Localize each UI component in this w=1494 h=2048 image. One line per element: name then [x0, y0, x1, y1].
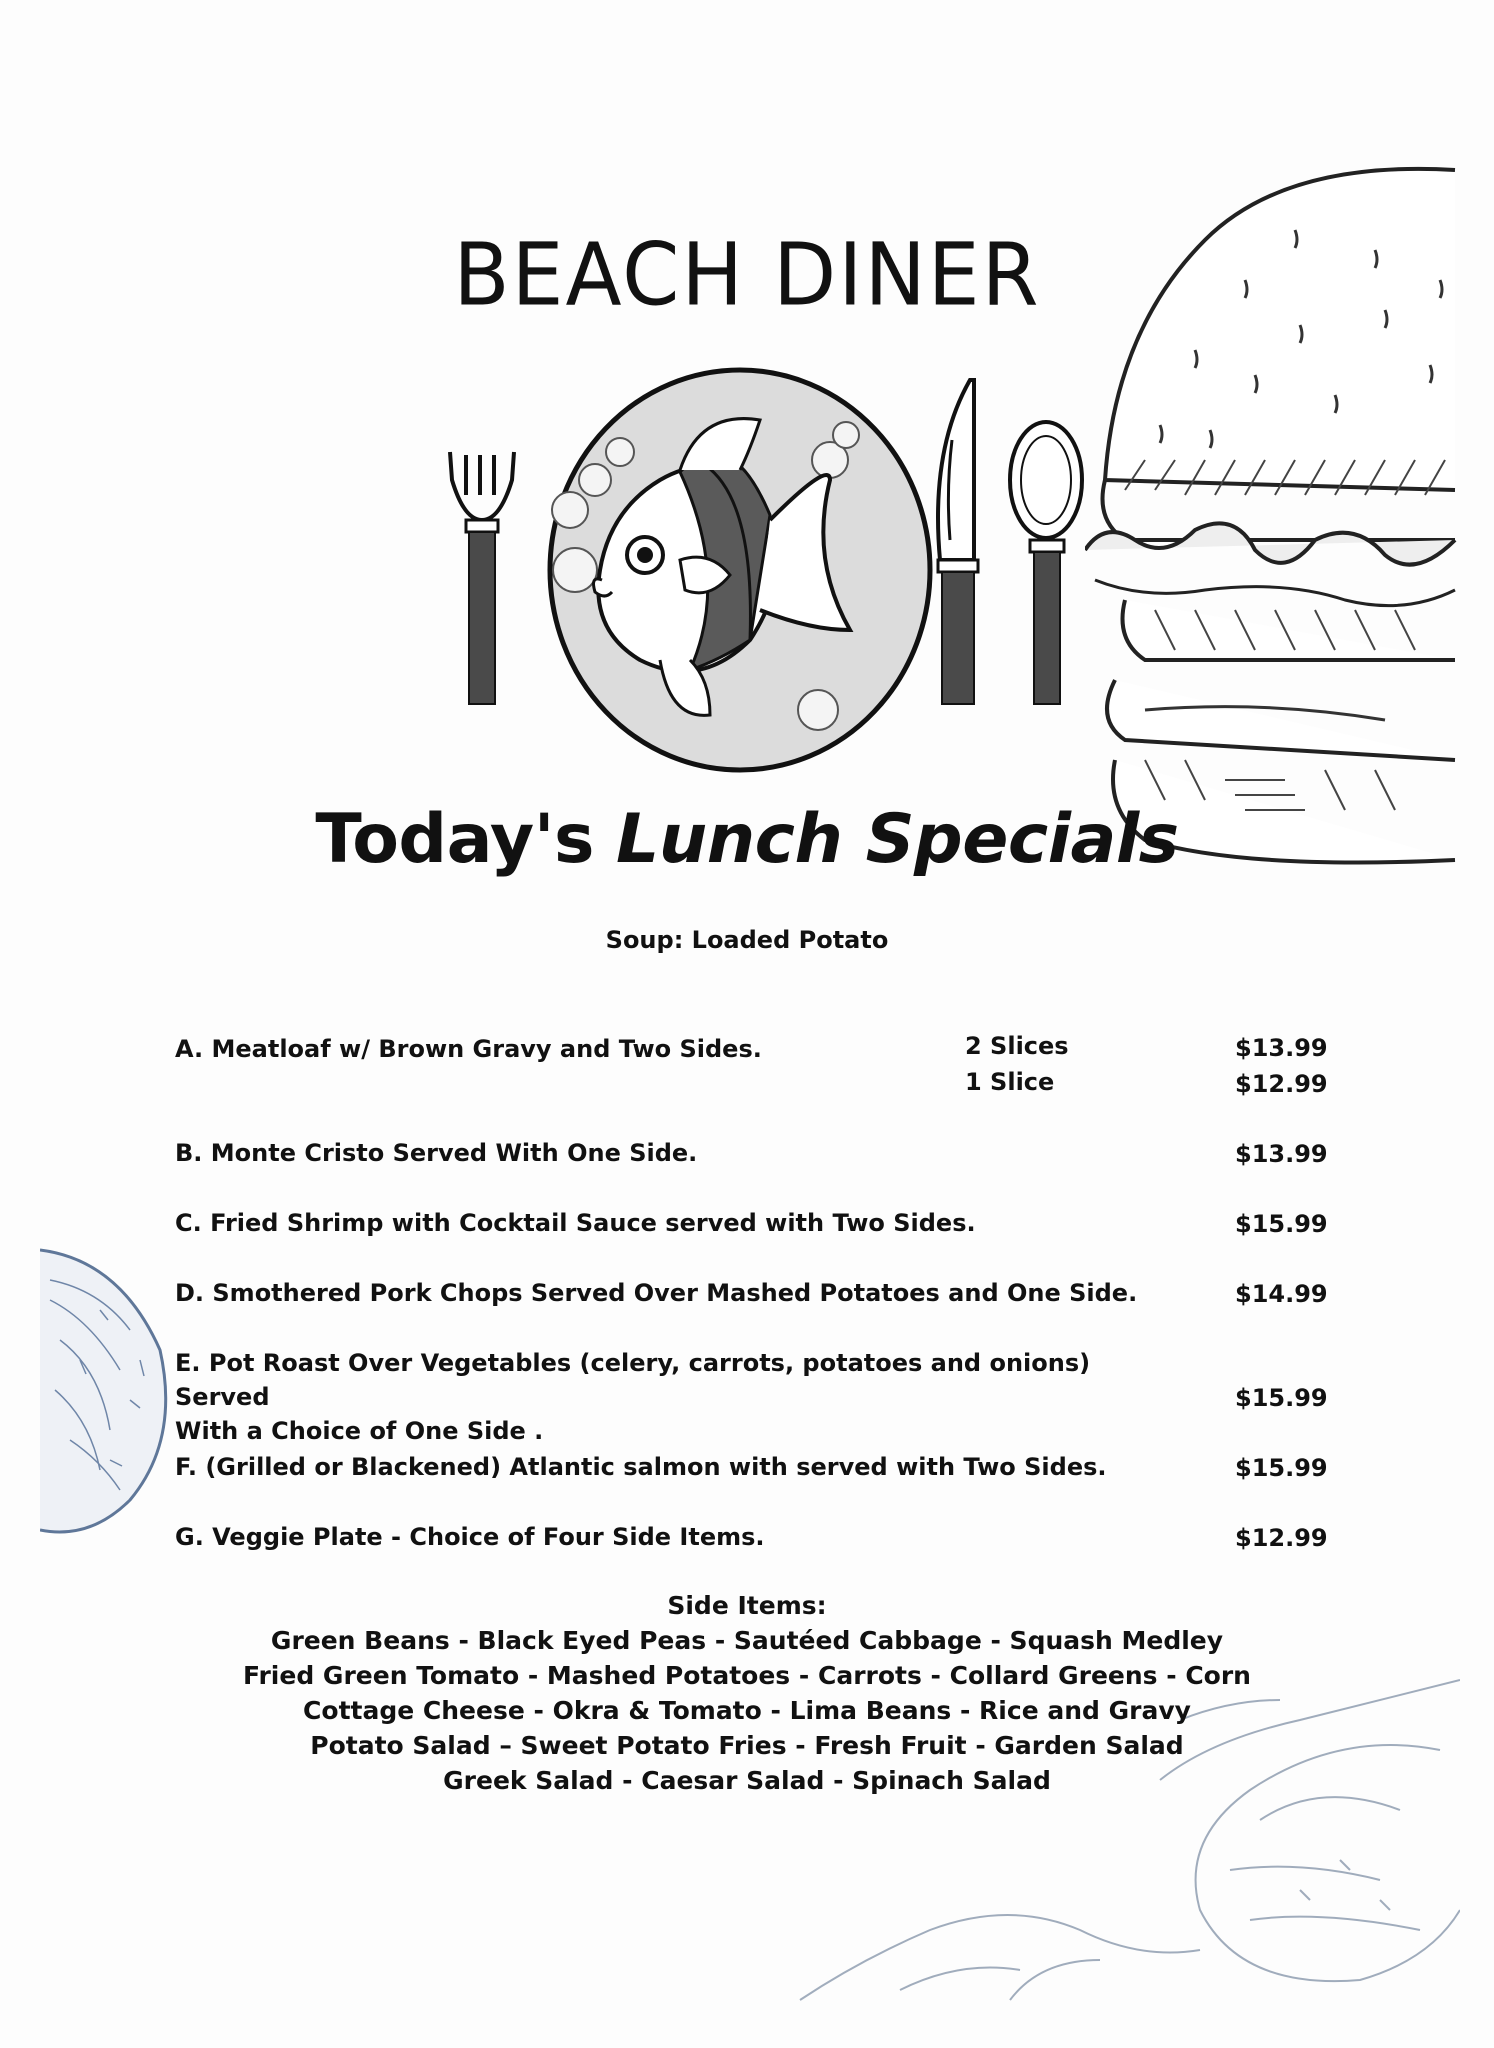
item-description: F. (Grilled or Blackened) Atlantic salmon with served with Two Sides. [175, 1453, 1107, 1481]
headline-lunch-specials: Lunch Specials [616, 800, 1179, 879]
item-price: $15.99 [1235, 1454, 1328, 1482]
bread-sketch-icon [40, 1240, 180, 1540]
item-description [175, 1346, 1175, 1448]
item-description: A. Meatloaf w/ Brown Gravy and Two Sides. [175, 1035, 762, 1063]
item-price: $15.99 [1235, 1210, 1328, 1238]
headline [0, 800, 1494, 879]
restaurant-name: BEACH DINER [453, 225, 1041, 326]
side-items-line: Fried Green Tomato - Mashed Potatoes - Carrots - Collard Greens - Corn [243, 1661, 1251, 1690]
headline-todays: Today's [315, 800, 595, 879]
item-description: D. Smothered Pork Chops Served Over Mashed Potatoes and One Side. [175, 1279, 1138, 1307]
side-items-line: Greek Salad - Caesar Salad - Spinach Salad [443, 1766, 1051, 1795]
item-description-line: E. Pot Roast Over Vegetables (celery, carrots, potatoes and onions) Served [175, 1349, 1091, 1411]
knife-icon [938, 380, 978, 704]
item-price: $15.99 [1235, 1384, 1328, 1412]
item-option-label: 2 Slices [965, 1032, 1069, 1060]
side-items-line: Green Beans - Black Eyed Peas - Sautéed Cabbage - Squash Medley [270, 1626, 1224, 1655]
item-description: C. Fried Shrimp with Cocktail Sauce served with Two Sides. [175, 1209, 976, 1237]
fork-icon [450, 452, 514, 704]
side-items [0, 1588, 1494, 1798]
item-price: $13.99 [1235, 1140, 1328, 1168]
side-items-title: Side Items: [667, 1591, 827, 1620]
burger-icon [1085, 160, 1485, 880]
item-price: $14.99 [1235, 1280, 1328, 1308]
side-items-line: Cottage Cheese - Okra & Tomato - Lima Beans - Rice and Gravy [303, 1696, 1191, 1725]
item-description-line: With a Choice of One Side . [175, 1417, 544, 1445]
item-option-price: $13.99 [1235, 1034, 1328, 1062]
item-option-price: $12.99 [1235, 1070, 1328, 1098]
item-price: $12.99 [1235, 1524, 1328, 1552]
plate-fish-cutlery-icon [430, 360, 1090, 780]
side-items-line: Potato Salad – Sweet Potato Fries - Fresh Fruit - Garden Salad [310, 1731, 1184, 1760]
soup-of-the-day: Soup: Loaded Potato [605, 926, 889, 954]
spoon-icon [1010, 422, 1082, 704]
item-description: G. Veggie Plate - Choice of Four Side Items. [175, 1523, 765, 1551]
item-option-label: 1 Slice [965, 1068, 1055, 1096]
item-description: B. Monte Cristo Served With One Side. [175, 1139, 698, 1167]
